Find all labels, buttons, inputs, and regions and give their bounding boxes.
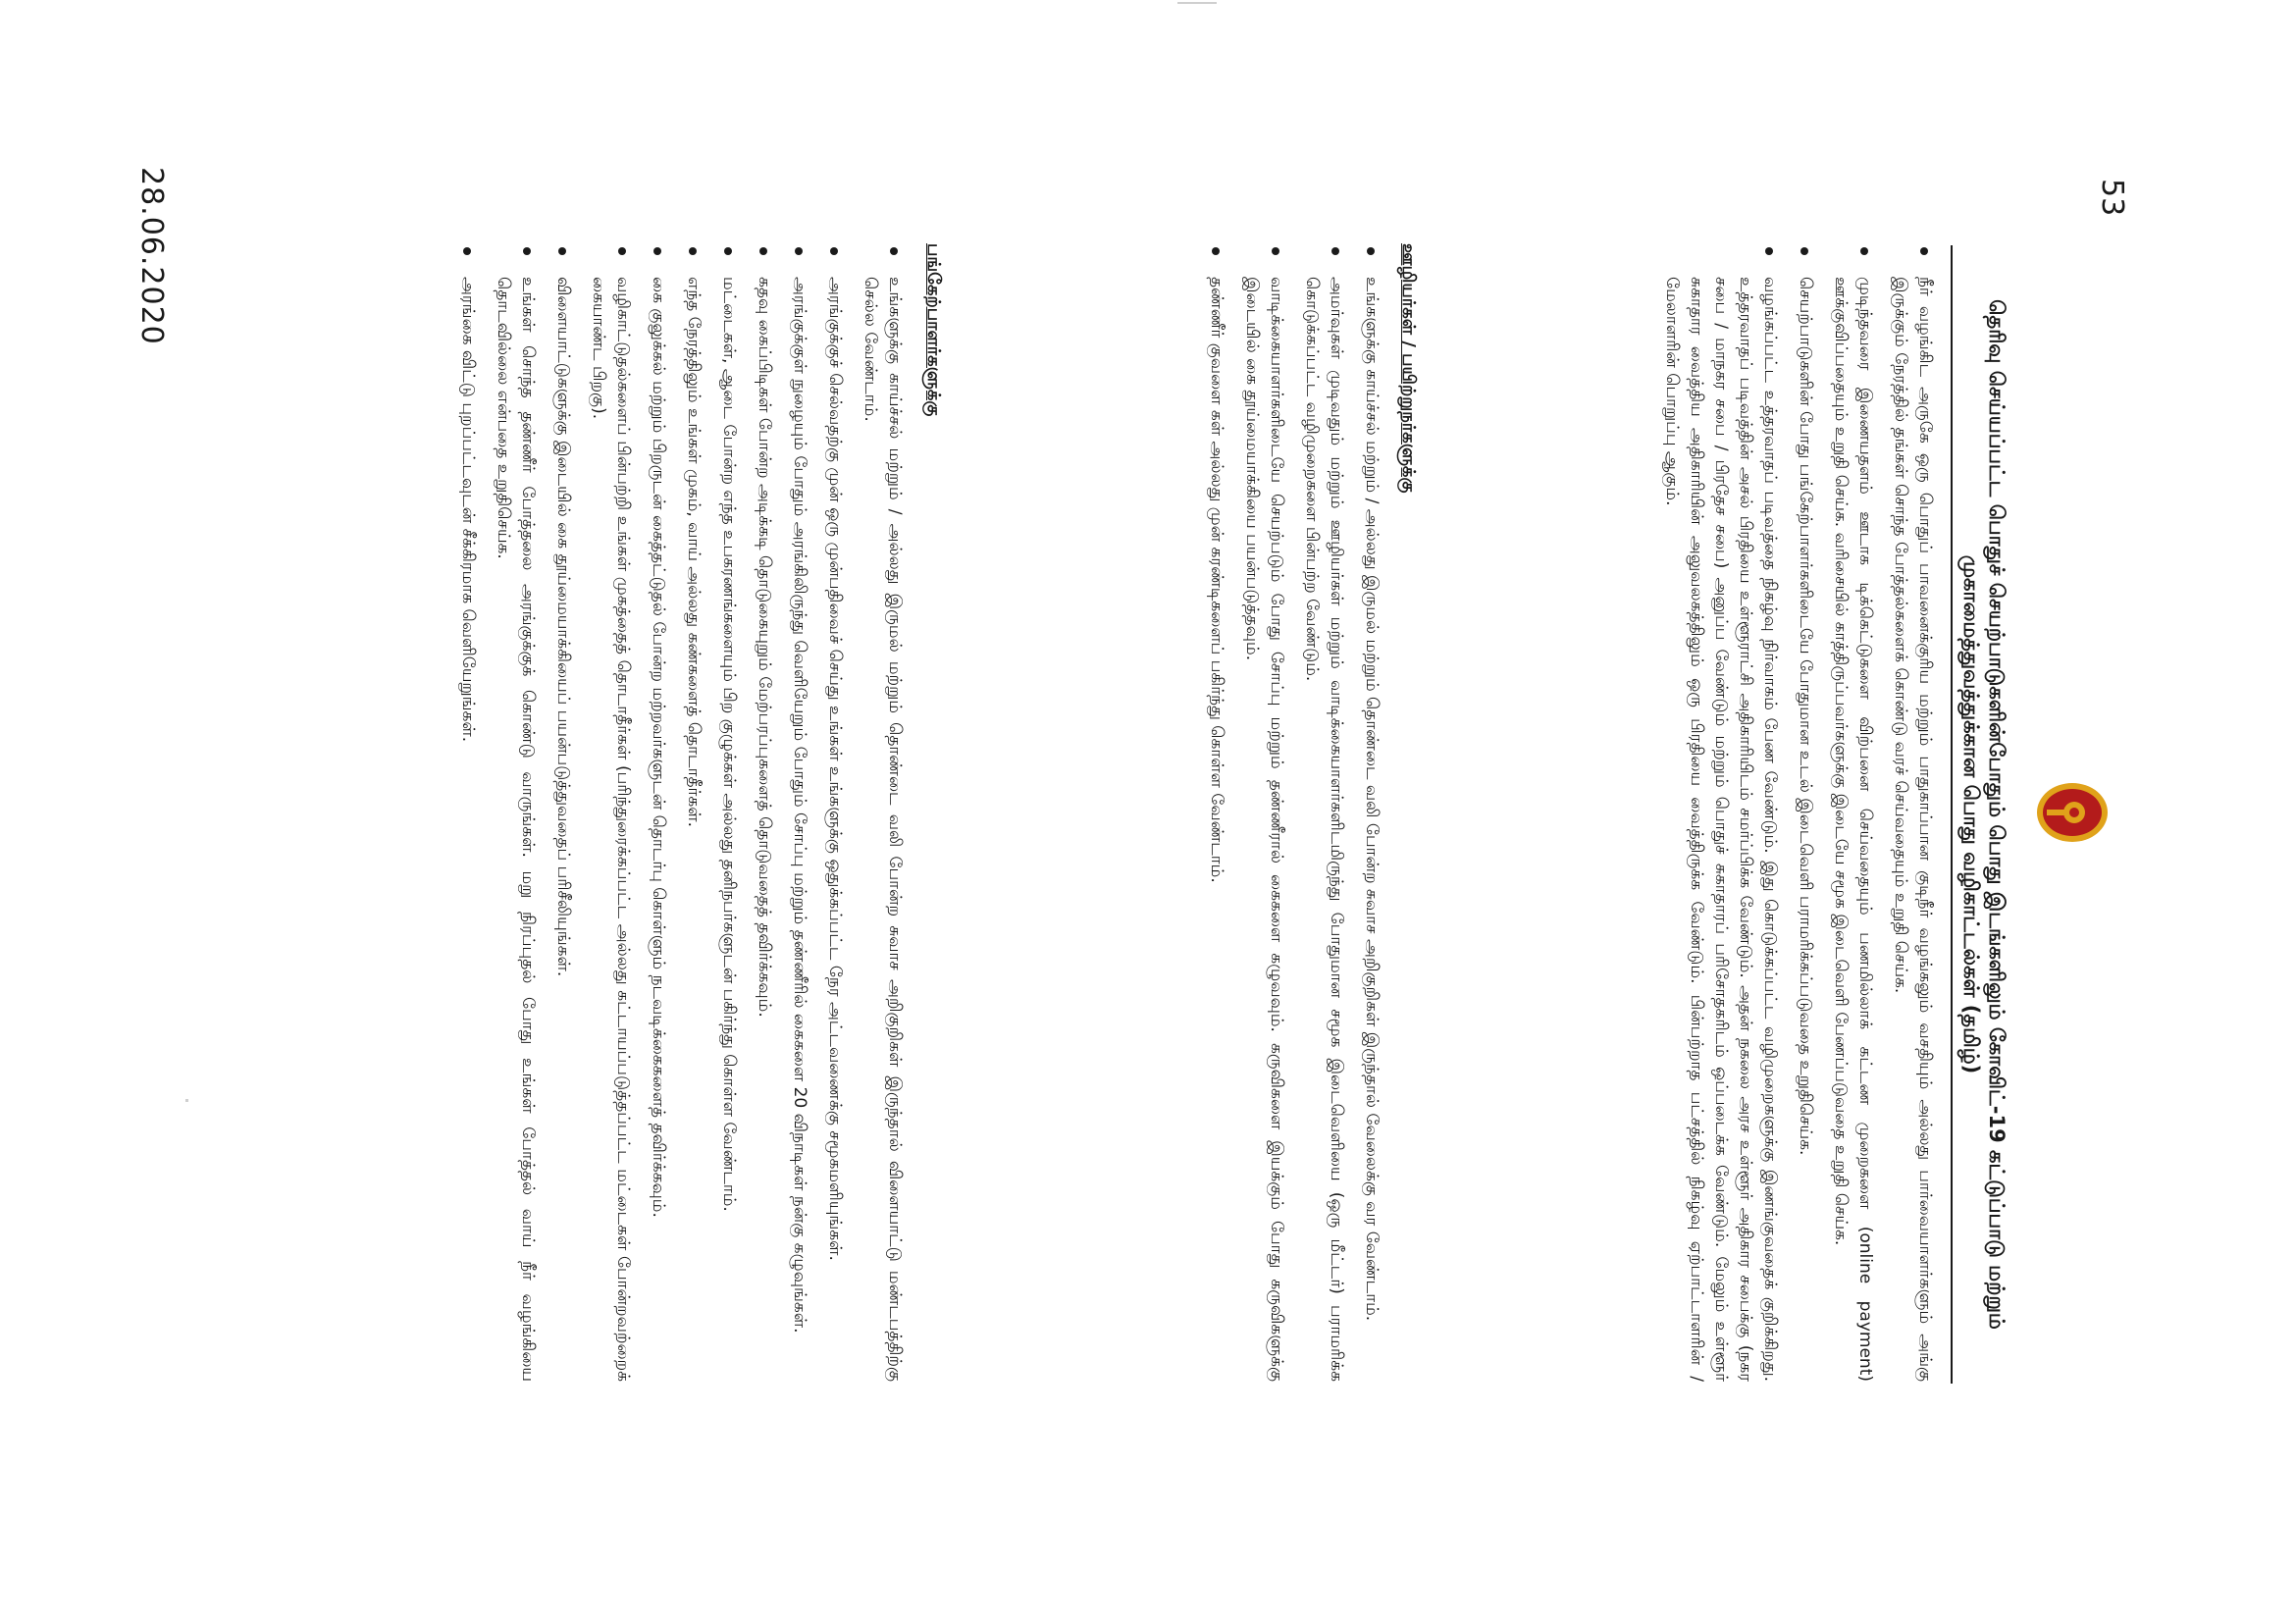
list-item: வழிகாட்டுதல்களைப் பின்பற்றி உங்கள் முகத்தைத் தொடாதீர்கள் (பரிந்துரைக்கப்பட்ட அல்லது கட்டாயப்படுத்தப்பட்ட மட்டைகள் போன்றவற்றைக் கையாண்ட பிறகு). — [586, 243, 635, 1382]
list-item: உங்களுக்கு காய்ச்சல் மற்றும் / அல்லது இருமல் மற்றும் தொண்டை வலி போன்ற சுவாச அறிகுறிகள் இருந்தால் வேலைக்கு வர வேண்டாம். — [1359, 243, 1383, 1382]
list-item: அரங்கை விட்டு புறப்பட்டவுடன் சீக்கிரமாக வெளியேறுங்கள். — [455, 243, 480, 1382]
list-item: வழங்கப்பட்ட உத்தரவாதப் படிவத்தை நிகழ்வு நிர்வாகம் பேண வேண்டும். இது கொடுக்கப்பட்ட வழிமுறைகளுக்கு இணங்குவதைக் குறிக்கிறது. உத்தரவாதப் படிவத்தின் அசல் பிரதியை உள்ளூராட்சி அதிகாரியிடம் சமர்ப்பிக்க வேண்டும். அதன் நகலை அரச உள்ளூர் அதிகார சபைக்கு (நகர சபை / மாநகர சபை / பிரதேச சபை) அனுப்ப வேண்டும் மற்றும் பொதுச் சுகாதாரப் பரிசோதகரிடம் ஒப்படைக்க வேண்டும். மேலும் உள்ளூர் சுகாதார வைத்திய அதிகாரியின் அலுவலகத்திலும் ஒரு பிரதியை வைத்திருக்க வேண்டும். பின்பற்றாத பட்சத்தில் நிகழ்வு ஏற்பாட்டாளரின் / மேலாளரின் பொறுப்பு ஆகும். — [1659, 243, 1782, 1382]
bullet-icon — [1765, 247, 1773, 255]
bullet-icon — [1331, 247, 1339, 255]
list-item: உங்கள் சொந்த தண்ணீர் போத்தலை அரங்குக்குக் கொண்டு வாருங்கள். மறு நிரப்புதல் போது உங்கள் போத்தல் வாய் நீர் வழங்கியை தொடவில்லை என்பதை உறுதிசெய்க. — [491, 243, 540, 1382]
bullet-icon — [689, 247, 697, 255]
list-item: மட்டைகள், ஆடை போன்ற எந்த உபகரணங்களையும் பிற குழுக்கள் அல்லது தனிநபர்களுடன் பகிர்ந்து கொள்ள வேண்டாம். — [716, 243, 741, 1382]
bullet-icon — [830, 247, 838, 255]
list-item: வாடிக்கையாளர்களிடையே செயற்படும் போது சோப்பு மற்றும் தண்ணீரால் கைகளை கழுவவும். கருவிகளை இயக்கும் போது கருவிகளுக்கு இடையில் கை தூய்மையாக்கியை பயன்படுத்தவும். — [1239, 243, 1288, 1382]
list-item: அரங்குக்குச் செல்வதற்கு முன் ஒரு முன்பதிவைச் செய்து உங்கள் உங்களுக்கு ஒதுக்கப்பட்ட நேர அட்டவணைக்கு சமூகமளியுங்கள். — [822, 243, 847, 1382]
officials-guidelines-list — [1193, 243, 1383, 1382]
list-item: முடிந்தவரை இணையதளம் ஊடாக டிக்கெட்டுகளை விற்பனை செய்வதையும் பணமில்லாக் கட்டண முறைகளை (online payment) ஊக்குவிப்பதையும் உறுதி செய்க. வரிசையில் காத்திருப்பவர்களுக்கு இடையே சமூக இடைவெளி பேணப்படுவதை உறுதி செய்க. — [1828, 243, 1877, 1382]
bullet-icon — [759, 247, 767, 255]
list-item: தண்ணீர் குவளை கள் அல்லது முன் கரண்டிகளைப் பகிர்ந்து கொள்ள வேண்டாம். — [1204, 243, 1228, 1382]
bullet-icon — [1800, 247, 1808, 255]
participants-subheading: பங்கேற்பாளர்களுக்கு — [923, 243, 944, 417]
bullet-icon — [653, 247, 661, 255]
officials-subheading: ஊழியர்கள் / பயிற்றுநர்களுக்கு — [1398, 243, 1419, 494]
bullet-icon — [890, 247, 898, 255]
participants-guidelines-list — [444, 243, 907, 1382]
list-item: எந்த நேரத்திலும் உங்கள் முகம், வாய் அல்லது கண்களைத் தொடாதீர்கள். — [681, 243, 705, 1382]
list-item: கை குலுக்கல் மற்றும் பிறருடன் கைத்தட்டுதல் போன்ற மற்றவர்களுடன் தொடர்பு கொள்ளும் நடவடிக்கைகளைத் தவிர்க்கவும். — [646, 243, 670, 1382]
bullet-icon — [1920, 247, 1928, 255]
general-guidelines-list — [1648, 243, 1937, 1382]
bullet-icon — [1212, 247, 1220, 255]
list-item: செயற்பாடுகளின் போது பங்கேற்பாளர்களிடையே போதுமான உடல் இடைவெளி பராமரிக்கப்படுவதை உறுதிசெய்க. — [1793, 243, 1817, 1382]
list-item: அரங்குக்குள் நுழையும் போதும் அரங்கிலிருந்து வெளியேறும் போதும் சோப்பு மற்றும் தண்ணீரில் கைகளை 20 விநாடிகள் நன்கு கழுவுங்கள். — [787, 243, 811, 1382]
bullet-icon — [1860, 247, 1868, 255]
list-item: கதவு கைப்பிடிகள் போன்ற அடிக்கடி தொடுகையுறும் மேற்பரப்புகளைத் தொடுவதைத் தவிர்க்கவும். — [752, 243, 776, 1382]
document-date: 28.06.2020 — [134, 167, 169, 345]
list-item: அமர்வுகள் முடிவதும் மற்றும் ஊழியர்கள் மற்றும் வாடிக்கையாளர்களிடமிருந்து போதுமான சமூக இடைவெளியை (ஒரு மீட்டர்) பராமரிக்க கொடுக்கப்பட்ட வழிமுறைகளை பின்பற்ற வேண்டும். — [1299, 243, 1348, 1382]
bullet-icon — [463, 247, 471, 255]
bullet-icon — [795, 247, 803, 255]
bullet-icon — [1367, 247, 1375, 255]
bullet-icon — [523, 247, 531, 255]
sri-lanka-emblem — [2035, 781, 2110, 844]
page-number: 53 — [2095, 179, 2129, 217]
list-item: விளையாட்டுகளுக்கு இடையில் கை தூய்மையாக்கியைப் பயன்படுத்துவதைப் பரிசீலியுங்கள். — [550, 243, 575, 1382]
page-heading: தெரிவு செய்யப்பட்ட பொதுச் செயற்பாடுகளின்போதும் பொது இடங்களிலும் கோவிட்-19 கட்டுப்பாடு மற்றும் முகாமைத்துவத்துக்கான பொது வழிகாட்டல்கள் (தமிழ்) — [1959, 299, 2009, 1330]
bullet-icon — [618, 247, 626, 255]
heading-divider — [1951, 245, 1953, 1384]
bullet-icon — [558, 247, 566, 255]
bullet-icon — [724, 247, 732, 255]
bullet-icon — [1272, 247, 1279, 255]
scan-speck — [185, 1099, 188, 1102]
list-item: உங்களுக்கு காய்ச்சல் மற்றும் / அல்லது இருமல் மற்றும் தொண்டை வலி போன்ற சுவாச அறிகுறிகள் இருந்தால் விளையாட்டு மண்டபத்திற்கு செல்ல வேண்டாம். — [858, 243, 907, 1382]
scan-speck — [1177, 2, 1217, 4]
list-item: நீர் வழங்கிட அருகே ஒரு பொதுப் பாவனைக்குரிய மற்றும் பாதுகாப்பான குடிநீர் வழங்கலும் வசதியும் அல்லது பார்வையாளர்களும் அங்கு இருக்கும் நேரத்தில் தங்கள் சொந்த போத்தல்களைக் கொண்டு வரச் செய்வதையும் உறுதி செய்க. — [1888, 243, 1937, 1382]
